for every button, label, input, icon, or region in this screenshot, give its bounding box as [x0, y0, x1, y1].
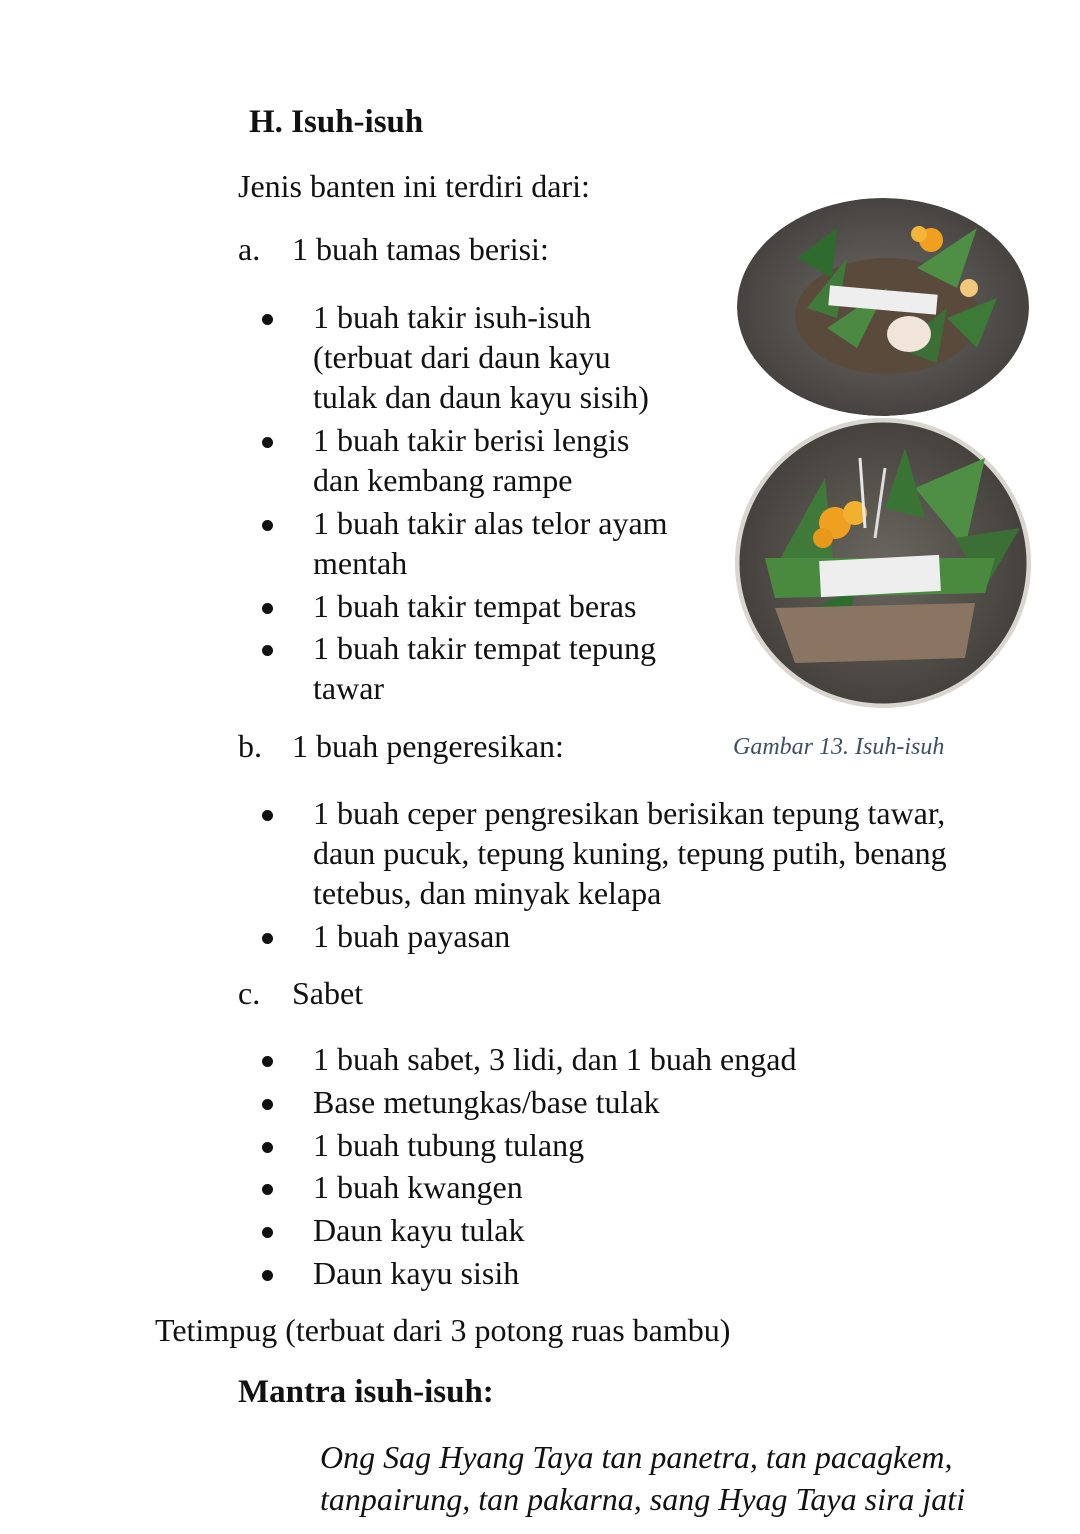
- list-item-line: Daun kayu tulak: [313, 1212, 525, 1248]
- part-c-title: Sabet: [292, 975, 364, 1011]
- list-item-line: 1 buah kwangen: [313, 1169, 523, 1205]
- bullet-icon: [262, 1184, 273, 1195]
- figure-caption: Gambar 13. Isuh-isuh: [733, 734, 945, 760]
- list-item-line: tulak dan daun kayu sisih): [313, 379, 649, 415]
- list-item-line: 1 buah takir berisi lengis: [313, 422, 630, 458]
- list-item-line: (terbuat dari daun kayu: [313, 339, 611, 375]
- bullet-icon: [262, 314, 273, 325]
- offering-photo-top: [737, 198, 1029, 416]
- tetimpug-text: Tetimpug (terbuat dari 3 potong ruas bambu): [155, 1312, 731, 1348]
- list-item-line: mentah: [313, 545, 408, 581]
- bullet-icon: [262, 603, 273, 614]
- list-item-line: 1 buah tubung tulang: [313, 1127, 585, 1163]
- bullet-icon: [262, 645, 273, 656]
- list-item-line: tetebus, dan minyak kelapa: [313, 875, 662, 911]
- list-item-line: 1 buah takir tempat tepung: [313, 630, 657, 666]
- bullet-icon: [262, 1056, 273, 1067]
- list-item-line: Daun kayu sisih: [313, 1255, 520, 1291]
- part-a-title: 1 buah tamas berisi:: [292, 231, 549, 267]
- bullet-icon: [262, 933, 273, 944]
- bullet-icon: [262, 520, 273, 531]
- offering-photo-bottom: [735, 418, 1031, 708]
- mantra-line: Ong Sag Hyang Taya tan panetra, tan pacagkem,: [320, 1439, 953, 1475]
- bullet-icon: [262, 1099, 273, 1110]
- mantra-heading: Mantra isuh-isuh:: [238, 1374, 494, 1410]
- bullet-icon: [262, 1270, 273, 1281]
- bullet-icon: [262, 1142, 273, 1153]
- section-heading: H. Isuh-isuh: [249, 104, 424, 140]
- part-b-label: b.: [238, 728, 262, 764]
- list-item-line: 1 buah takir tempat beras: [313, 588, 637, 624]
- part-a-label: a.: [238, 231, 261, 267]
- list-item-line: 1 buah sabet, 3 lidi, dan 1 buah engad: [313, 1041, 797, 1077]
- list-item-line: 1 buah takir isuh-isuh: [313, 299, 592, 335]
- list-item-line: daun pucuk, tepung kuning, tepung putih, benang: [313, 835, 947, 871]
- bullet-icon: [262, 810, 273, 821]
- part-c-label: c.: [238, 975, 261, 1011]
- bullet-icon: [262, 1227, 273, 1238]
- list-item-line: tawar: [313, 670, 385, 706]
- list-item-line: Base metungkas/base tulak: [313, 1084, 660, 1120]
- list-item-line: dan kembang rampe: [313, 462, 573, 498]
- intro-text: Jenis banten ini terdiri dari:: [238, 168, 590, 204]
- bullet-icon: [262, 437, 273, 448]
- mantra-line: tanpairung, tan pakarna, sang Hyag Taya sira jati: [320, 1481, 966, 1517]
- list-item-line: 1 buah ceper pengresikan berisikan tepung tawar,: [313, 795, 946, 831]
- list-item-line: 1 buah payasan: [313, 918, 511, 954]
- list-item-line: 1 buah takir alas telor ayam: [313, 505, 668, 541]
- part-b-title: 1 buah pengeresikan:: [292, 728, 564, 764]
